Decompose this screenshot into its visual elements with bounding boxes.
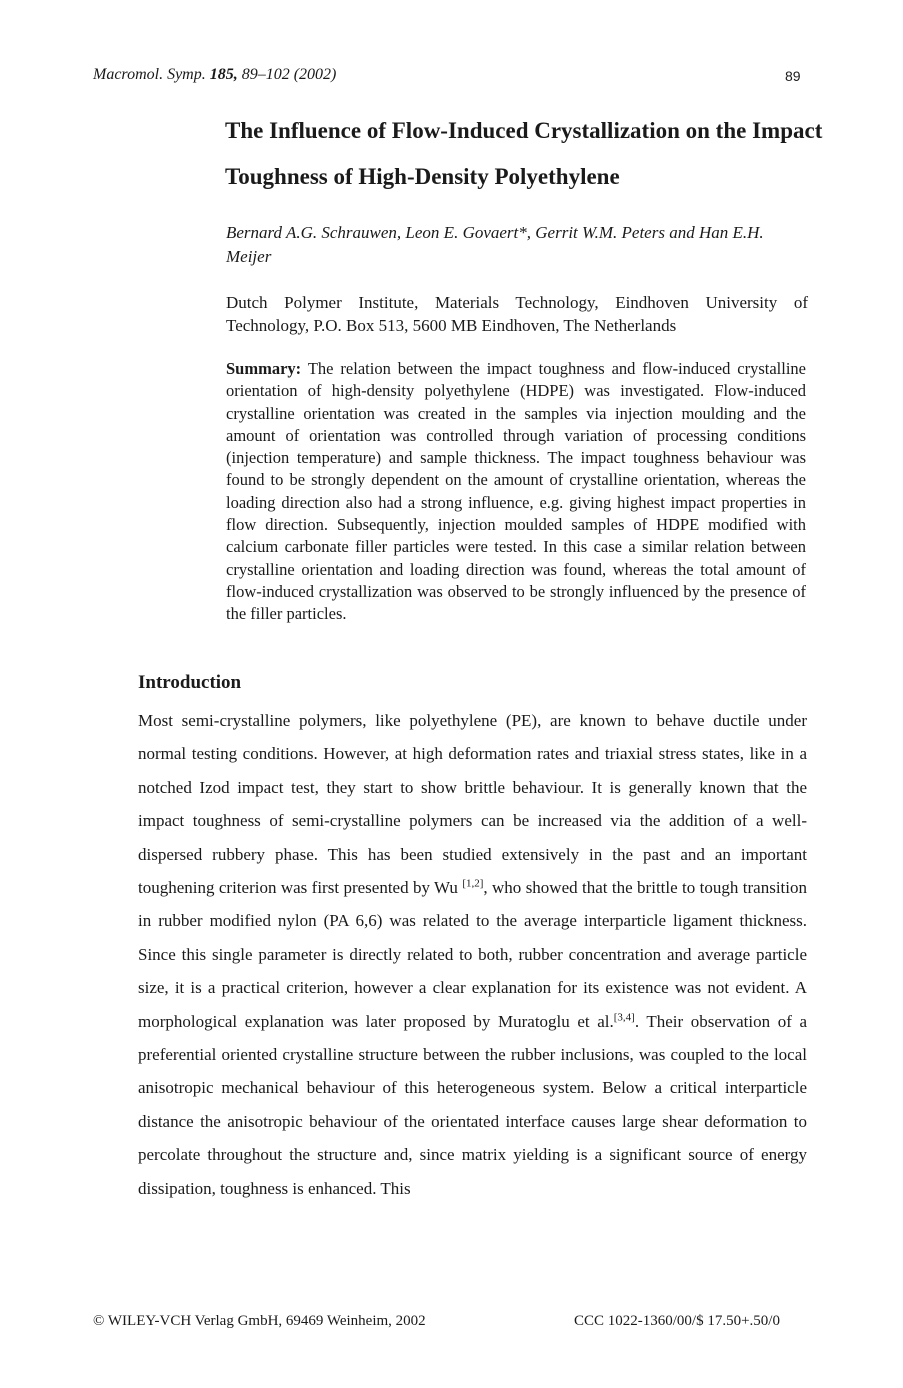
paper-title: The Influence of Flow-Induced Crystallization on the Impact Toughness of High-Density Polyethylene	[225, 118, 823, 189]
intro-text-part-3: . Their observation of a preferential oriented crystalline structure between the rubber inclusions, was coupled to the local anisotropic mechanical behaviour of this heterogeneous system. Below a critical interparticle distance the anisotropic behaviour of the orientated interface causes large shear deformation to percolate throughout the structure and, since matrix yielding is a significant source of energy dissipation, toughness is enhanced. This	[138, 1011, 807, 1198]
affiliation: Dutch Polymer Institute, Materials Technology, Eindhoven University of Technology, P.O. Box 513, 5600 MB Eindhoven, The Netherlands	[226, 293, 808, 335]
journal-volume: 185,	[209, 66, 238, 83]
copyright-notice: © WILEY-VCH Verlag GmbH, 69469 Weinheim, 2002	[93, 1313, 426, 1329]
abstract	[226, 358, 806, 626]
section-heading-introduction: Introduction	[138, 672, 242, 693]
running-header	[93, 66, 336, 84]
citation-ref: [3,4]	[613, 1011, 635, 1023]
journal-name: Macromol. Symp.	[93, 66, 206, 83]
citation-ref: [1,2]	[462, 877, 484, 890]
abstract-label: Summary:	[226, 359, 302, 378]
journal-pages-year: 89–102 (2002)	[241, 66, 337, 83]
introduction-paragraph	[138, 704, 807, 1205]
ccc-code: CCC 1022-1360/00/$ 17.50+.50/0	[574, 1313, 780, 1329]
page-number: 89	[785, 68, 801, 84]
intro-text-part-1: Most semi-crystalline polymers, like polyethylene (PE), are known to behave ductile under normal testing conditions. However, at high deformation rates and triaxial stress states, like in a notched Izod impact test, they start to show brittle behaviour. It is generally known that the impact toughness of semi-crystalline polymers can be increased via the addition of a well-dispersed rubbery phase. This has been studied extensively in the past and an important toughening criterion was first presented by Wu	[138, 711, 807, 898]
author-list: Bernard A.G. Schrauwen, Leon E. Govaert*, Gerrit W.M. Peters and Han E.H. Meijer	[226, 223, 764, 266]
abstract-text: The relation between the impact toughness and flow-induced crystalline orientation of high-density polyethylene (HDPE) was investigated. Flow-induced crystalline orientation was created in the samples via injection moulding and the amount of orientation was controlled through variation of processing conditions (injection temperature) and sample thickness. The impact toughness behaviour was found to be strongly dependent on the amount of crystalline orientation, whereas the loading direction also had a strong influence, e.g. giving highest impact properties in flow direction. Subsequently, injection moulded samples of HDPE modified with calcium carbonate filler particles were tested. In this case a similar relation between crystalline orientation and loading direction was found, whereas the total amount of flow-induced crystallization was observed to be strongly influenced by the presence of the filler particles.	[226, 359, 807, 624]
intro-text-part-2: , who showed that the brittle to tough transition in rubber modified nylon (PA 6,6) was related to the average interparticle ligament thickness. Since this single parameter is directly related to both, rubber concentration and average particle size, it is a practical criterion, however a clear explanation for its existence was not evident. A morphological explanation was later proposed by Muratoglu et al.	[138, 878, 807, 1031]
